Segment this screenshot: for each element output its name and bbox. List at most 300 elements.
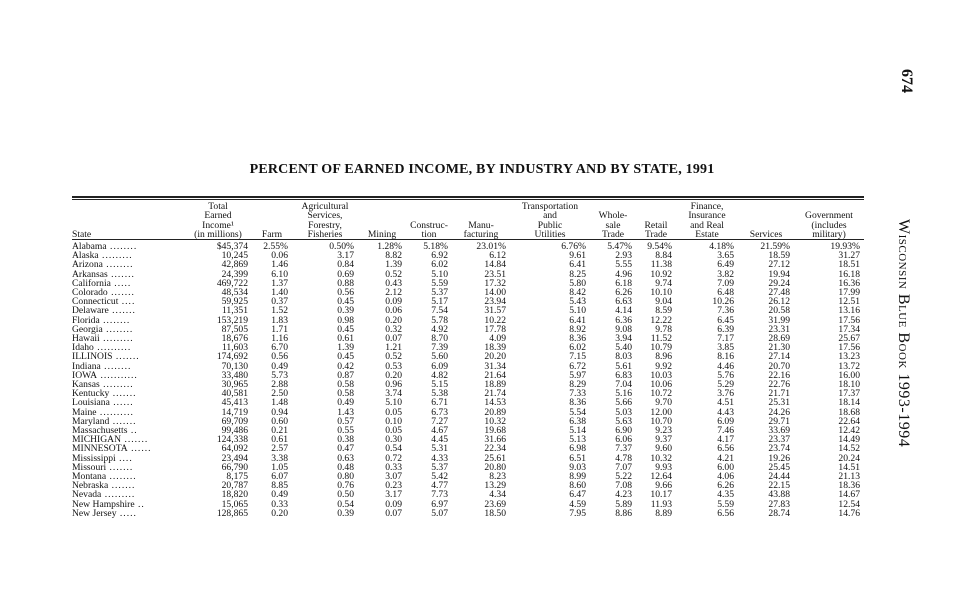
value-cell: 31.66 xyxy=(484,434,506,446)
value-cell: 3.76 xyxy=(717,388,734,400)
value-cell: 9.04 xyxy=(655,296,672,308)
value-cell: 99,486 xyxy=(221,425,248,437)
value-cell: 4.35 xyxy=(717,489,734,501)
value-cell: 6.02 xyxy=(569,342,586,354)
value-cell: 17.37 xyxy=(838,388,860,400)
value-cell: 0.57 xyxy=(337,415,354,427)
value-cell: 9.92 xyxy=(655,360,672,372)
value-cell: 18.14 xyxy=(838,397,860,409)
leader-dots: ......... xyxy=(99,379,134,391)
value-cell: 23.01% xyxy=(476,241,506,252)
value-cell: 17.56 xyxy=(838,314,860,326)
value-cell: 1.39 xyxy=(385,259,402,271)
table-row xyxy=(72,325,864,334)
value-cell: 7.46 xyxy=(717,425,734,437)
value-cell: 0.53 xyxy=(385,360,402,372)
column-header-line: Trade xyxy=(601,228,625,240)
table-title: PERCENT OF EARNED INCOME, BY INDUSTRY AND BY STATE, 1991 xyxy=(249,162,715,177)
value-cell: 3.82 xyxy=(717,268,734,280)
value-cell: 8.42 xyxy=(569,287,586,299)
value-cell: 27.48 xyxy=(768,287,790,299)
leader-dots: ....... xyxy=(112,351,140,363)
value-cell: 5.38 xyxy=(431,388,448,400)
value-cell: 19.26 xyxy=(768,452,790,464)
value-cell: 0.55 xyxy=(337,425,354,437)
value-cell: 6.76% xyxy=(561,241,586,252)
value-cell: 20,787 xyxy=(221,480,248,492)
value-cell: 23,494 xyxy=(221,452,248,464)
value-cell: 6.72 xyxy=(569,360,586,372)
column-header xyxy=(794,201,864,240)
value-cell: 6.63 xyxy=(615,296,632,308)
value-cell: 6.51 xyxy=(569,452,586,464)
value-cell: 15,065 xyxy=(221,498,248,510)
column-header xyxy=(510,201,590,240)
column-header-line: sale xyxy=(605,219,621,231)
value-cell: 3.17 xyxy=(337,250,354,262)
value-cell: 13.72 xyxy=(838,360,860,372)
value-cell: 153,219 xyxy=(216,314,248,326)
value-cell: 21.13 xyxy=(838,471,860,483)
value-cell: 0.45 xyxy=(337,323,354,335)
value-cell: 0.09 xyxy=(385,296,402,308)
value-cell: 10,245 xyxy=(221,250,248,262)
value-cell: 0.38 xyxy=(337,434,354,446)
leader-dots: ........ xyxy=(106,241,138,252)
value-cell: 7.33 xyxy=(569,388,586,400)
value-cell: 5.16 xyxy=(615,388,632,400)
running-head-text: Wisconsin Blue Book 1993-1994 xyxy=(895,219,912,448)
value-cell: 70,130 xyxy=(221,360,248,372)
value-cell: 27.83 xyxy=(768,498,790,510)
value-cell: 19.93% xyxy=(830,241,860,252)
state-name: Nevada xyxy=(72,489,102,501)
value-cell: 22.34 xyxy=(484,443,506,455)
value-cell: 8.03 xyxy=(615,351,632,363)
value-cell: 18.89 xyxy=(484,379,506,391)
value-cell: 12.22 xyxy=(650,314,672,326)
column-header-line: Services, xyxy=(307,210,343,222)
table-row xyxy=(72,288,864,297)
state-name: Delaware xyxy=(72,305,109,317)
value-cell: 10.72 xyxy=(650,388,672,400)
value-cell: 19.68 xyxy=(484,425,506,437)
value-cell: 4.43 xyxy=(717,406,734,418)
column-header-line: Manu- xyxy=(468,219,494,231)
value-cell: 0.05 xyxy=(385,406,402,418)
value-cell: 8.99 xyxy=(569,471,586,483)
value-cell: 0.80 xyxy=(337,471,354,483)
value-cell: 7.39 xyxy=(431,342,448,354)
value-cell: 23.69 xyxy=(484,498,506,510)
value-cell: 6.48 xyxy=(717,287,734,299)
value-cell: 0.94 xyxy=(271,406,288,418)
column-header-line: Whole- xyxy=(598,210,628,222)
value-cell: 5.54 xyxy=(569,406,586,418)
leader-dots: ..... xyxy=(110,277,132,289)
value-cell: 16.18 xyxy=(838,268,860,280)
value-cell: 14.67 xyxy=(838,489,860,501)
value-cell: 0.54 xyxy=(385,443,402,455)
value-cell: 5.42 xyxy=(431,471,448,483)
value-cell: 6.07 xyxy=(271,471,288,483)
state-name: IOWA xyxy=(72,369,98,381)
value-cell: 4.59 xyxy=(569,498,586,510)
table-row xyxy=(72,240,864,251)
value-cell: 10.70 xyxy=(650,415,672,427)
value-cell: 0.96 xyxy=(385,379,402,391)
value-cell: 3.38 xyxy=(271,452,288,464)
value-cell: 18.36 xyxy=(838,480,860,492)
value-cell: 5.10 xyxy=(385,397,402,409)
leader-dots: ......... xyxy=(99,333,134,345)
column-header-line: (in millions) xyxy=(194,228,242,240)
value-cell: 8.85 xyxy=(271,480,288,492)
value-cell: 469,722 xyxy=(216,277,248,289)
value-cell: 1.39 xyxy=(337,342,354,354)
leader-dots: ...... xyxy=(127,443,152,455)
value-cell: 18.50 xyxy=(484,507,506,519)
column-header-line: Earned xyxy=(204,210,232,222)
table-row xyxy=(72,362,864,371)
value-cell: 5.15 xyxy=(431,379,448,391)
value-cell: 13.29 xyxy=(484,480,506,492)
value-cell: 6.92 xyxy=(431,250,448,262)
value-cell: 4.67 xyxy=(431,425,448,437)
value-cell: 6.02 xyxy=(431,259,448,271)
column-header-line: Trade xyxy=(644,228,668,240)
value-cell: 14.00 xyxy=(484,287,506,299)
value-cell: 0.60 xyxy=(271,415,288,427)
value-cell: 6.97 xyxy=(431,498,448,510)
value-cell: 1.46 xyxy=(271,259,288,271)
value-cell: 11,603 xyxy=(221,342,248,354)
value-cell: 0.42 xyxy=(337,360,354,372)
value-cell: 0.09 xyxy=(385,498,402,510)
state-name: Maine xyxy=(72,406,97,418)
leader-dots: ....... xyxy=(108,305,136,317)
value-cell: 9.61 xyxy=(569,250,586,262)
table-row xyxy=(72,417,864,426)
table-row xyxy=(72,260,864,269)
leader-dots: ....... xyxy=(108,480,136,492)
value-cell: 0.76 xyxy=(337,480,354,492)
value-cell: 6.12 xyxy=(489,250,506,262)
state-cell xyxy=(72,509,184,518)
value-cell: 6.71 xyxy=(431,397,448,409)
column-header xyxy=(452,201,510,240)
value-cell: 11.52 xyxy=(650,333,672,345)
value-cell: 0.48 xyxy=(337,461,354,473)
value-cell: 4.17 xyxy=(717,434,734,446)
value-cell: 0.33 xyxy=(385,461,402,473)
table-row xyxy=(72,279,864,288)
value-cell: $45,374 xyxy=(216,241,248,252)
value-cell: 16.36 xyxy=(838,277,860,289)
leader-dots: .... xyxy=(115,452,133,464)
value-cell: 8.92 xyxy=(569,323,586,335)
state-name: Arkansas xyxy=(72,268,108,280)
value-cell: 4.09 xyxy=(489,333,506,345)
value-cell: 4.51 xyxy=(717,397,734,409)
value-cell: 5.10 xyxy=(431,268,448,280)
value-cell: 6.10 xyxy=(271,268,288,280)
value-cell: 14.76 xyxy=(838,507,860,519)
value-cell: 5.76 xyxy=(717,369,734,381)
leader-dots: .. xyxy=(127,425,138,437)
value-cell: 21.74 xyxy=(484,388,506,400)
column-header-line: Fisheries xyxy=(307,228,343,240)
value-cell: 18,820 xyxy=(221,489,248,501)
table-row xyxy=(72,334,864,343)
value-cell: 6.26 xyxy=(717,480,734,492)
value-cell: 9.74 xyxy=(655,277,672,289)
table-row xyxy=(72,481,864,490)
value-cell: 0.30 xyxy=(385,434,402,446)
value-cell: 8.16 xyxy=(717,351,734,363)
value-cell: 4.21 xyxy=(717,452,734,464)
value-cell: 2.12 xyxy=(385,287,402,299)
value-cell: 3.65 xyxy=(717,250,734,262)
value-cell: 0.84 xyxy=(337,259,354,271)
value-cell: 5.29 xyxy=(717,379,734,391)
value-cell: 0.50 xyxy=(337,489,354,501)
value-cell: 5.63 xyxy=(615,415,632,427)
value-cell: 25.45 xyxy=(768,461,790,473)
value-cell: 6.73 xyxy=(431,406,448,418)
value-cell: 40,581 xyxy=(221,388,248,400)
table-row xyxy=(72,509,864,518)
value-cell: 59,925 xyxy=(221,296,248,308)
value-cell: 1.16 xyxy=(271,333,288,345)
value-cell: 23.37 xyxy=(768,434,790,446)
state-name: Florida xyxy=(72,314,100,326)
value-cell: 4.82 xyxy=(431,369,448,381)
value-cell: 4.45 xyxy=(431,434,448,446)
value-cell: 6.70 xyxy=(271,342,288,354)
value-cell: 10.17 xyxy=(650,489,672,501)
column-header xyxy=(358,201,406,240)
state-name: Arizona xyxy=(72,259,103,271)
value-cell: 0.37 xyxy=(271,296,288,308)
value-cell: 5.55 xyxy=(615,259,632,271)
table-row xyxy=(72,316,864,325)
value-cell: 18.51 xyxy=(838,259,860,271)
state-name: New Hampshire xyxy=(72,498,135,510)
value-cell: 5.10 xyxy=(569,305,586,317)
table-row xyxy=(72,500,864,509)
value-cell: 10.92 xyxy=(650,268,672,280)
leader-dots: ........ xyxy=(100,360,132,372)
value-cell: 5.78 xyxy=(431,314,448,326)
value-cell: 12.64 xyxy=(650,471,672,483)
column-header-line: State xyxy=(72,228,92,240)
value-cell: 43.88 xyxy=(768,489,790,501)
value-cell: 29.71 xyxy=(768,415,790,427)
value-cell: 10.79 xyxy=(650,342,672,354)
leader-dots: ........ xyxy=(106,471,137,483)
value-cell: 0.49 xyxy=(271,489,288,501)
value-cell: 5.03 xyxy=(615,406,632,418)
leader-dots: ...... xyxy=(109,397,134,409)
state-name: Massachusetts xyxy=(72,425,128,437)
value-cell: 9.66 xyxy=(655,480,672,492)
value-cell: 10.32 xyxy=(484,415,506,427)
value-cell: 4.77 xyxy=(431,480,448,492)
value-cell: 6.39 xyxy=(717,323,734,335)
value-cell: 5.18% xyxy=(423,241,448,252)
value-cell: 6.38 xyxy=(569,415,586,427)
table-row xyxy=(72,490,864,499)
leader-dots: ........ xyxy=(102,259,134,271)
value-cell: 7.15 xyxy=(569,351,586,363)
leader-dots: ........ xyxy=(102,323,134,335)
value-cell: 22.16 xyxy=(768,369,790,381)
leader-dots: ....... xyxy=(107,268,135,280)
value-cell: 6.41 xyxy=(569,314,586,326)
value-cell: 6.18 xyxy=(615,277,632,289)
column-header-line: and xyxy=(543,210,557,222)
value-cell: 5.59 xyxy=(431,277,448,289)
value-cell: 6.90 xyxy=(615,425,632,437)
value-cell: 9.37 xyxy=(655,434,672,446)
value-cell: 4.14 xyxy=(615,305,632,317)
table-row xyxy=(72,435,864,444)
value-cell: 1.83 xyxy=(271,314,288,326)
value-cell: 0.21 xyxy=(271,425,288,437)
leader-dots: ..... xyxy=(116,507,137,519)
state-name: Louisiana xyxy=(72,397,110,409)
running-head xyxy=(893,220,913,460)
column-header-line: Services xyxy=(749,228,783,240)
value-cell: 5.40 xyxy=(615,342,632,354)
value-cell: 24.44 xyxy=(768,471,790,483)
column-header-line: tion xyxy=(421,228,437,240)
value-cell: 0.52 xyxy=(385,351,402,363)
value-cell: 25.31 xyxy=(768,397,790,409)
table-row xyxy=(72,444,864,453)
column-header xyxy=(636,201,676,240)
value-cell: 18.39 xyxy=(484,342,506,354)
value-cell: 31.57 xyxy=(484,305,506,317)
table-row xyxy=(72,343,864,352)
value-cell: 7.08 xyxy=(615,480,632,492)
value-cell: 7.36 xyxy=(717,305,734,317)
value-cell: 1.21 xyxy=(385,342,402,354)
value-cell: 23.51 xyxy=(484,268,506,280)
value-cell: 17.56 xyxy=(838,342,860,354)
value-cell: 8.84 xyxy=(655,250,672,262)
value-cell: 4.23 xyxy=(615,489,632,501)
value-cell: 9.78 xyxy=(655,323,672,335)
column-header-line: (includes xyxy=(811,219,847,231)
column-header-line: Government xyxy=(805,210,853,222)
value-cell: 20.20 xyxy=(484,351,506,363)
value-cell: 25.61 xyxy=(484,452,506,464)
state-name: Hawaii xyxy=(72,333,100,345)
value-cell: 8.89 xyxy=(655,507,672,519)
table-row xyxy=(72,389,864,398)
state-name: MINNESOTA xyxy=(72,443,128,455)
leader-dots: .. xyxy=(134,498,145,510)
value-cell: 8.25 xyxy=(569,268,586,280)
value-cell: 0.56 xyxy=(271,351,288,363)
value-cell: 0.39 xyxy=(337,507,354,519)
value-cell: 0.49 xyxy=(271,360,288,372)
value-cell: 64,092 xyxy=(221,443,248,455)
value-cell: 10.22 xyxy=(484,314,506,326)
column-header-line: Utilities xyxy=(534,228,566,240)
value-cell: 28.69 xyxy=(768,333,790,345)
value-cell: 11.93 xyxy=(650,498,672,510)
value-cell: 12.54 xyxy=(838,498,860,510)
value-cell: 10.10 xyxy=(650,287,672,299)
column-header-line: Forestry, xyxy=(308,219,342,231)
state-name: Montana xyxy=(72,471,107,483)
value-cell: 69,709 xyxy=(221,415,248,427)
value-cell: 4.06 xyxy=(717,471,734,483)
value-cell: 27.14 xyxy=(768,351,790,363)
table-row xyxy=(72,426,864,435)
leader-dots: ....... xyxy=(107,287,135,299)
value-cell: 6.41 xyxy=(569,259,586,271)
value-cell: 4.46 xyxy=(717,360,734,372)
value-cell: 3.85 xyxy=(717,342,734,354)
column-header-line: Total xyxy=(208,201,228,213)
value-cell: 6.49 xyxy=(717,259,734,271)
value-cell: 25.67 xyxy=(838,333,860,345)
state-name: Maryland xyxy=(72,415,110,427)
value-cell: 6.06 xyxy=(615,434,632,446)
value-cell: 7.54 xyxy=(431,305,448,317)
state-name: Mississippi xyxy=(72,452,116,464)
column-header-line: and Real xyxy=(690,219,724,231)
value-cell: 0.33 xyxy=(271,498,288,510)
value-cell: 0.61 xyxy=(271,434,288,446)
value-cell: 16.00 xyxy=(838,369,860,381)
value-cell: 7.73 xyxy=(431,489,448,501)
value-cell: 5.43 xyxy=(569,296,586,308)
column-header-line: Transportation xyxy=(521,201,579,213)
value-cell: 9.54% xyxy=(647,241,672,252)
value-cell: 3.17 xyxy=(385,489,402,501)
value-cell: 5.13 xyxy=(569,434,586,446)
leader-dots: .......... xyxy=(96,406,134,418)
value-cell: 5.14 xyxy=(569,425,586,437)
value-cell: 14.53 xyxy=(484,397,506,409)
value-cell: 8.96 xyxy=(655,351,672,363)
value-cell: 10.32 xyxy=(650,452,672,464)
value-cell: 17.34 xyxy=(838,323,860,335)
value-cell: 0.58 xyxy=(337,388,354,400)
value-cell: 14.52 xyxy=(838,443,860,455)
value-cell: 18.10 xyxy=(838,379,860,391)
value-cell: 20.89 xyxy=(484,406,506,418)
state-name: Colorado xyxy=(72,287,108,299)
page-number: 674 xyxy=(898,69,915,93)
value-cell: 4.92 xyxy=(431,323,448,335)
value-cell: 6.09 xyxy=(717,415,734,427)
value-cell: 4.96 xyxy=(615,268,632,280)
value-cell: 8.59 xyxy=(655,305,672,317)
column-header xyxy=(252,201,292,240)
value-cell: 7.17 xyxy=(717,333,734,345)
value-cell: 0.07 xyxy=(385,507,402,519)
value-cell: 8,175 xyxy=(226,471,248,483)
column-header-line: Mining xyxy=(367,228,397,240)
state-name: ILLINOIS xyxy=(72,351,113,363)
table-row xyxy=(72,454,864,463)
